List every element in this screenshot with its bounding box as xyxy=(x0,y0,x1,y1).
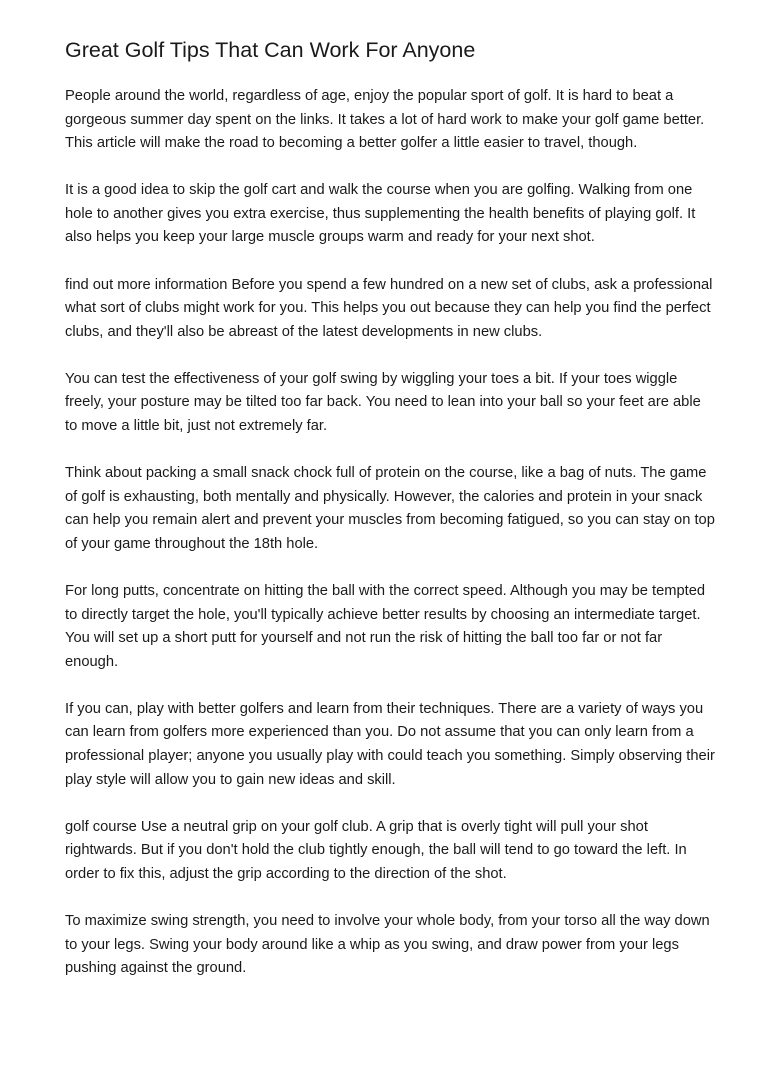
paragraph-protein-snack: Think about packing a small snack chock full of protein on the course, like a bag of nuts. The game of golf is exhausting, both mentally and physically. However, the calories and protein in your snack can help you remain alert and prevent your muscles from becoming fatigued, so you can stay on top of your game throughout the 18th hole. xyxy=(65,465,715,552)
paragraph-swing-strength: To maximize swing strength, you need to involve your whole body, from your torso all the way down to your legs. Swing your body around like a whip as you swing, and draw power from your legs pushing against the ground. xyxy=(65,913,710,977)
page-title: Great Golf Tips That Can Work For Anyone xyxy=(65,38,476,62)
paragraph-intro: People around the world, regardless of age, enjoy the popular sport of golf. It is hard to beat a gorgeous summer day spent on the links. It takes a lot of hard work to make your golf game better. This article will make the road to becoming a better golfer a little easier to travel, though. xyxy=(65,88,705,152)
paragraph-walk-course: It is a good idea to skip the golf cart and walk the course when you are golfing. Walking from one hole to another gives you extra exercise, thus supplementing the health benefits of playing golf. It also helps you keep your large muscle groups warm and ready for your next shot. xyxy=(65,182,696,246)
paragraph-wiggle-toes: You can test the effectiveness of your golf swing by wiggling your toes a bit. If your toes wiggle freely, your posture may be tilted too far back. You need to lean into your ball so your feet are able to move a little bit, just not extremely far. xyxy=(65,370,701,435)
paragraph-better-golfers: If you can, play with better golfers and learn from their techniques. There are a variety of ways you can learn from golfers more experienced than you. Do not assume that you can only learn from a professional player; anyone you usually play with could teach you something. Simply observing their play style will allow you to gain new ideas and skill. xyxy=(65,700,715,788)
paragraph-long-putts: For long putts, concentrate on hitting the ball with the correct speed. Although you may be tempted to directly target the hole, you'll typically achieve better results by choosing an intermediate target. You will set up a short putt for yourself and not run the risk of hitting the ball too far or not far enough. xyxy=(65,583,706,670)
paragraph-buying-clubs: find out more information Before you spend a few hundred on a new set of clubs, ask a professional what sort of clubs might work for you. This helps you out because they can help you find the perfect clubs, and they'll also be abreast of the latest developments in new clubs. xyxy=(65,276,713,340)
paragraph-neutral-grip: golf course Use a neutral grip on your golf club. A grip that is overly tight will pull your shot rightwards. But if you don't hold the club tightly enough, the ball will tend to go toward the left. In order to fix this, adjust the grip according to the direction of the shot. xyxy=(65,818,687,882)
document-page xyxy=(65,36,715,981)
